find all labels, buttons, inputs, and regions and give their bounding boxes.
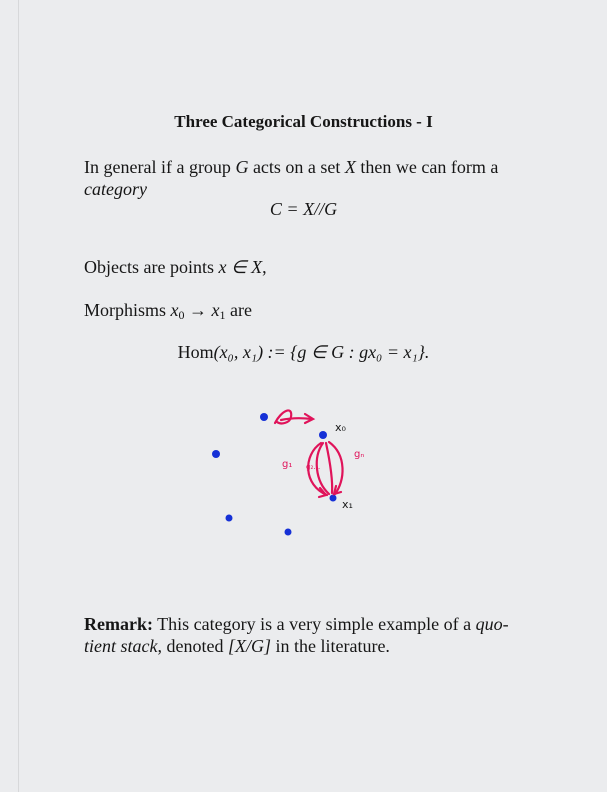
morphisms-line — [84, 299, 564, 326]
morphism-sub1: 1 — [219, 308, 226, 322]
hom-name: Hom — [177, 342, 214, 362]
category-word: category — [84, 179, 147, 199]
remark-notation: [X/G] — [227, 636, 271, 656]
morphisms-suffix: are — [225, 300, 252, 320]
morphisms-prefix: Morphisms — [84, 300, 171, 320]
point-dot — [212, 450, 220, 458]
label-gn: gₙ — [354, 449, 365, 460]
remark-text-a: This category is a very simple example of a — [152, 614, 476, 634]
morphism-arrow: → — [184, 300, 212, 320]
objects-expr: x ∈ X — [218, 257, 263, 277]
slide-title: Three Categorical Constructions - I — [174, 112, 433, 131]
hom-definition — [0, 342, 607, 363]
remark-text-c: in the literature. — [270, 636, 390, 656]
morphism-sub0: 0 — [178, 308, 185, 322]
label-x1: x₁ — [342, 498, 353, 511]
remark-text-b: , denoted — [157, 636, 228, 656]
remark-paragraph — [84, 613, 560, 657]
intro-text-3: then we can form a — [355, 157, 499, 177]
group-symbol: G — [235, 157, 249, 177]
remark-tient-stack: tient stack — [84, 636, 158, 656]
point-dot — [260, 413, 268, 421]
label-x0: x₀ — [335, 421, 346, 434]
arrow-strokes — [275, 410, 343, 497]
morphism-x1: x — [211, 300, 220, 320]
formula-c: C = X//G — [269, 199, 338, 219]
intro-text-1: In general if a group — [84, 157, 236, 177]
objects-prefix: Objects are points — [84, 257, 219, 277]
morphism-x0: x — [170, 300, 179, 320]
point-dot — [226, 515, 233, 522]
label-g2: g₂… — [306, 463, 321, 471]
hand-drawn-sketch — [195, 395, 395, 545]
intro-text-2: acts on a set — [248, 157, 345, 177]
point-x1-dot — [330, 495, 337, 502]
hom-args: (x₀, x₁) := {g ∈ G : gx₀ = x₁}. — [213, 342, 430, 362]
label-g1: g₁ — [282, 459, 293, 470]
objects-suffix: , — [262, 257, 267, 277]
remark-quo: quo- — [475, 614, 509, 634]
point-dot — [285, 529, 292, 536]
point-x0-dot — [319, 431, 327, 439]
set-symbol: X — [344, 157, 356, 177]
intro-paragraph — [84, 156, 564, 200]
objects-line — [84, 256, 564, 278]
remark-label: Remark: — [84, 614, 153, 634]
